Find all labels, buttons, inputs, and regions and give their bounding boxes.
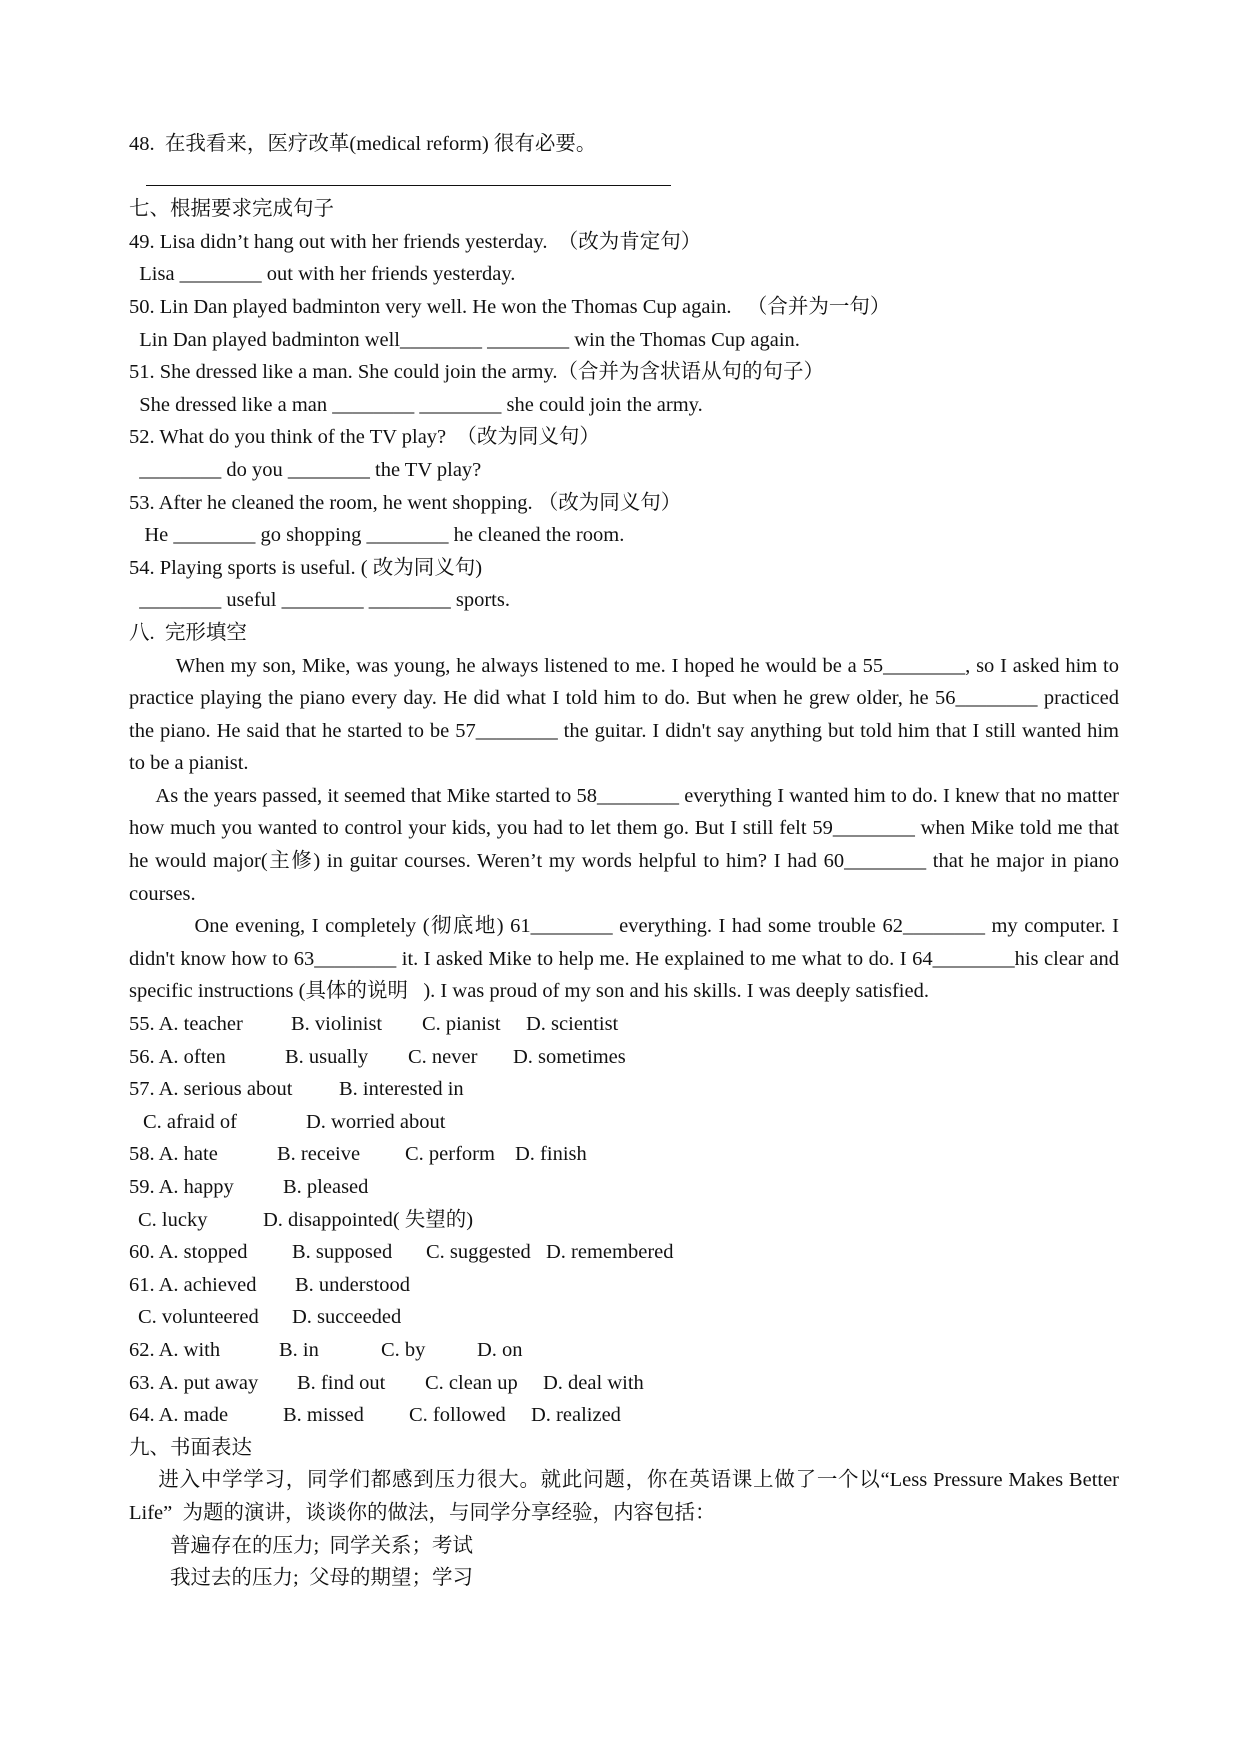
option-choice[interactable]: B. supposed bbox=[292, 1241, 393, 1264]
option-row bbox=[129, 1236, 1119, 1269]
option-row bbox=[129, 1367, 1119, 1400]
option-choice[interactable]: D. sometimes bbox=[513, 1045, 626, 1068]
option-choice[interactable]: 57. A. serious about bbox=[129, 1078, 293, 1101]
section-7-line: Lisa ________ out with her friends yesterday. bbox=[129, 263, 516, 286]
option-choice[interactable]: 59. A. happy bbox=[129, 1176, 234, 1198]
option-choice[interactable]: 56. A. often bbox=[129, 1045, 226, 1068]
option-choice[interactable]: D. remembered bbox=[546, 1241, 674, 1264]
section-7-line: 52. What do you think of the TV play? （改为同义句） bbox=[129, 426, 600, 449]
option-choice[interactable]: C. by bbox=[381, 1338, 426, 1361]
option-row bbox=[129, 1301, 1119, 1334]
option-choice[interactable]: C. lucky bbox=[138, 1208, 208, 1231]
section-7-line: Lin Dan played badminton well________ ________ win the Thomas Cup again. bbox=[129, 328, 800, 351]
option-row bbox=[129, 1204, 1119, 1237]
section-7-line: ________ useful ________ ________ sports. bbox=[129, 589, 510, 612]
answer-line[interactable] bbox=[129, 161, 1119, 194]
option-choice[interactable]: D. succeeded bbox=[292, 1306, 402, 1329]
option-choice[interactable]: B. violinist bbox=[291, 1013, 383, 1036]
option-choice[interactable]: D. disappointed( 失望的) bbox=[263, 1208, 474, 1231]
option-choice[interactable]: B. usually bbox=[285, 1045, 369, 1068]
passage-paragraph: When my son, Mike, was young, he always listened to me. I hoped he would be a 55________, so I asked him to practice playing the piano every day. He did what I told him to do. But when he grew older, he 56________ practiced the piano. He said that he started to be 57________ the guitar. I didn't say anything but told him that I still wanted him to be a pianist. bbox=[129, 654, 1125, 775]
option-choice[interactable]: D. finish bbox=[515, 1143, 587, 1166]
option-choice[interactable]: C. perform bbox=[405, 1143, 495, 1166]
writing-prompt: 进入中学学习，同学们都感到压力很大。就此问题，你在英语课上做了一个以“Less Pressure Makes Better Life” 为题的演讲，谈谈你的做法，与同学分享经验，内容包括： bbox=[129, 1469, 1125, 1524]
option-choice[interactable]: 62. A. with bbox=[129, 1338, 221, 1361]
option-choice[interactable]: C. followed bbox=[409, 1404, 506, 1427]
section-7-line: She dressed like a man ________ ________ she could join the army. bbox=[129, 393, 703, 416]
option-choice[interactable]: 61. A. achieved bbox=[129, 1273, 257, 1296]
section-7-title: 七、根据要求完成句子 bbox=[129, 198, 334, 221]
section-9-title: 九、书面表达 bbox=[129, 1436, 252, 1459]
option-row bbox=[129, 1138, 1119, 1171]
passage-paragraph: One evening, I completely (彻底地) 61________ everything. I had some trouble 62________ my computer. I didn't know how to 63________ it. I asked Mike to help me. He explained to me what to do. I 64________his clear and specific instructions (具体的说明 ). I was proud of my son and his skills. I was deeply satisfied. bbox=[129, 915, 1125, 1003]
section-7-line: 53. After he cleaned the room, he went shopping. （改为同义句） bbox=[129, 491, 682, 514]
option-row bbox=[129, 1171, 1119, 1204]
option-choice[interactable]: 63. A. put away bbox=[129, 1371, 259, 1394]
question-48: 48. 在我看来，医疗改革(medical reform) 很有必要。 bbox=[129, 133, 597, 155]
option-choice[interactable]: C. pianist bbox=[422, 1013, 501, 1036]
section-7-line: ________ do you ________ the TV play? bbox=[129, 458, 482, 481]
option-choice[interactable]: B. find out bbox=[297, 1371, 386, 1394]
option-choice[interactable]: D. on bbox=[477, 1338, 523, 1361]
option-choice[interactable]: C. afraid of bbox=[143, 1110, 237, 1133]
option-choice[interactable]: B. missed bbox=[283, 1404, 364, 1427]
writing-point: 普遍存在的压力; 同学关系；考试 bbox=[129, 1534, 473, 1557]
option-choice[interactable]: 64. A. made bbox=[129, 1404, 229, 1427]
section-7-line: 51. She dressed like a man. She could join the army.（合并为含状语从句的句子） bbox=[129, 361, 825, 384]
writing-point: 我过去的压力; 父母的期望；学习 bbox=[129, 1567, 473, 1590]
option-choice[interactable]: D. scientist bbox=[526, 1013, 619, 1036]
section-7-line: He ________ go shopping ________ he cleaned the room. bbox=[129, 524, 625, 547]
section-7-lines bbox=[129, 226, 1119, 617]
option-choice[interactable]: B. understood bbox=[295, 1273, 411, 1296]
passage-paragraph: As the years passed, it seemed that Mike started to 58________ everything I wanted him to do. I knew that no matter how much you wanted to control your kids, you had to let them go. But I still felt 59________ when Mike told me that he would major(主修) in guitar courses. Weren’t my words helpful to him? I had 60________ that he major in piano courses. bbox=[129, 784, 1125, 905]
option-row bbox=[129, 1269, 1119, 1302]
option-row bbox=[129, 1334, 1119, 1367]
option-row bbox=[129, 1073, 1119, 1106]
option-choice[interactable]: 58. A. hate bbox=[129, 1143, 218, 1166]
option-choice[interactable]: C. clean up bbox=[425, 1371, 518, 1394]
option-choice[interactable]: D. realized bbox=[531, 1404, 621, 1427]
option-choice[interactable]: 55. A. teacher bbox=[129, 1013, 243, 1036]
option-choice[interactable]: B. pleased bbox=[283, 1176, 369, 1198]
option-choice[interactable]: B. in bbox=[279, 1338, 319, 1361]
option-choice[interactable]: B. interested in bbox=[339, 1078, 464, 1101]
option-choice[interactable]: D. deal with bbox=[543, 1371, 644, 1394]
option-choice[interactable]: C. volunteered bbox=[138, 1306, 259, 1329]
section-7-line: 54. Playing sports is useful. ( 改为同义句) bbox=[129, 556, 483, 579]
answer-options bbox=[129, 1008, 1119, 1432]
option-choice[interactable]: B. receive bbox=[277, 1143, 361, 1166]
option-choice[interactable]: 60. A. stopped bbox=[129, 1241, 248, 1264]
option-choice[interactable]: C. suggested bbox=[426, 1241, 531, 1264]
option-row bbox=[129, 1041, 1119, 1074]
section-7-line: 49. Lisa didn’t hang out with her friends yesterday. （改为肯定句） bbox=[129, 230, 702, 253]
option-row bbox=[129, 1008, 1119, 1041]
option-row bbox=[129, 1106, 1119, 1139]
option-choice[interactable]: C. never bbox=[408, 1045, 478, 1068]
worksheet-page bbox=[129, 128, 1125, 1595]
section-7-line: 50. Lin Dan played badminton very well. He won the Thomas Cup again. （合并为一句） bbox=[129, 295, 891, 318]
option-choice[interactable]: D. worried about bbox=[306, 1110, 446, 1133]
option-row bbox=[129, 1399, 1119, 1432]
section-8-title: 八. 完形填空 bbox=[129, 621, 247, 644]
